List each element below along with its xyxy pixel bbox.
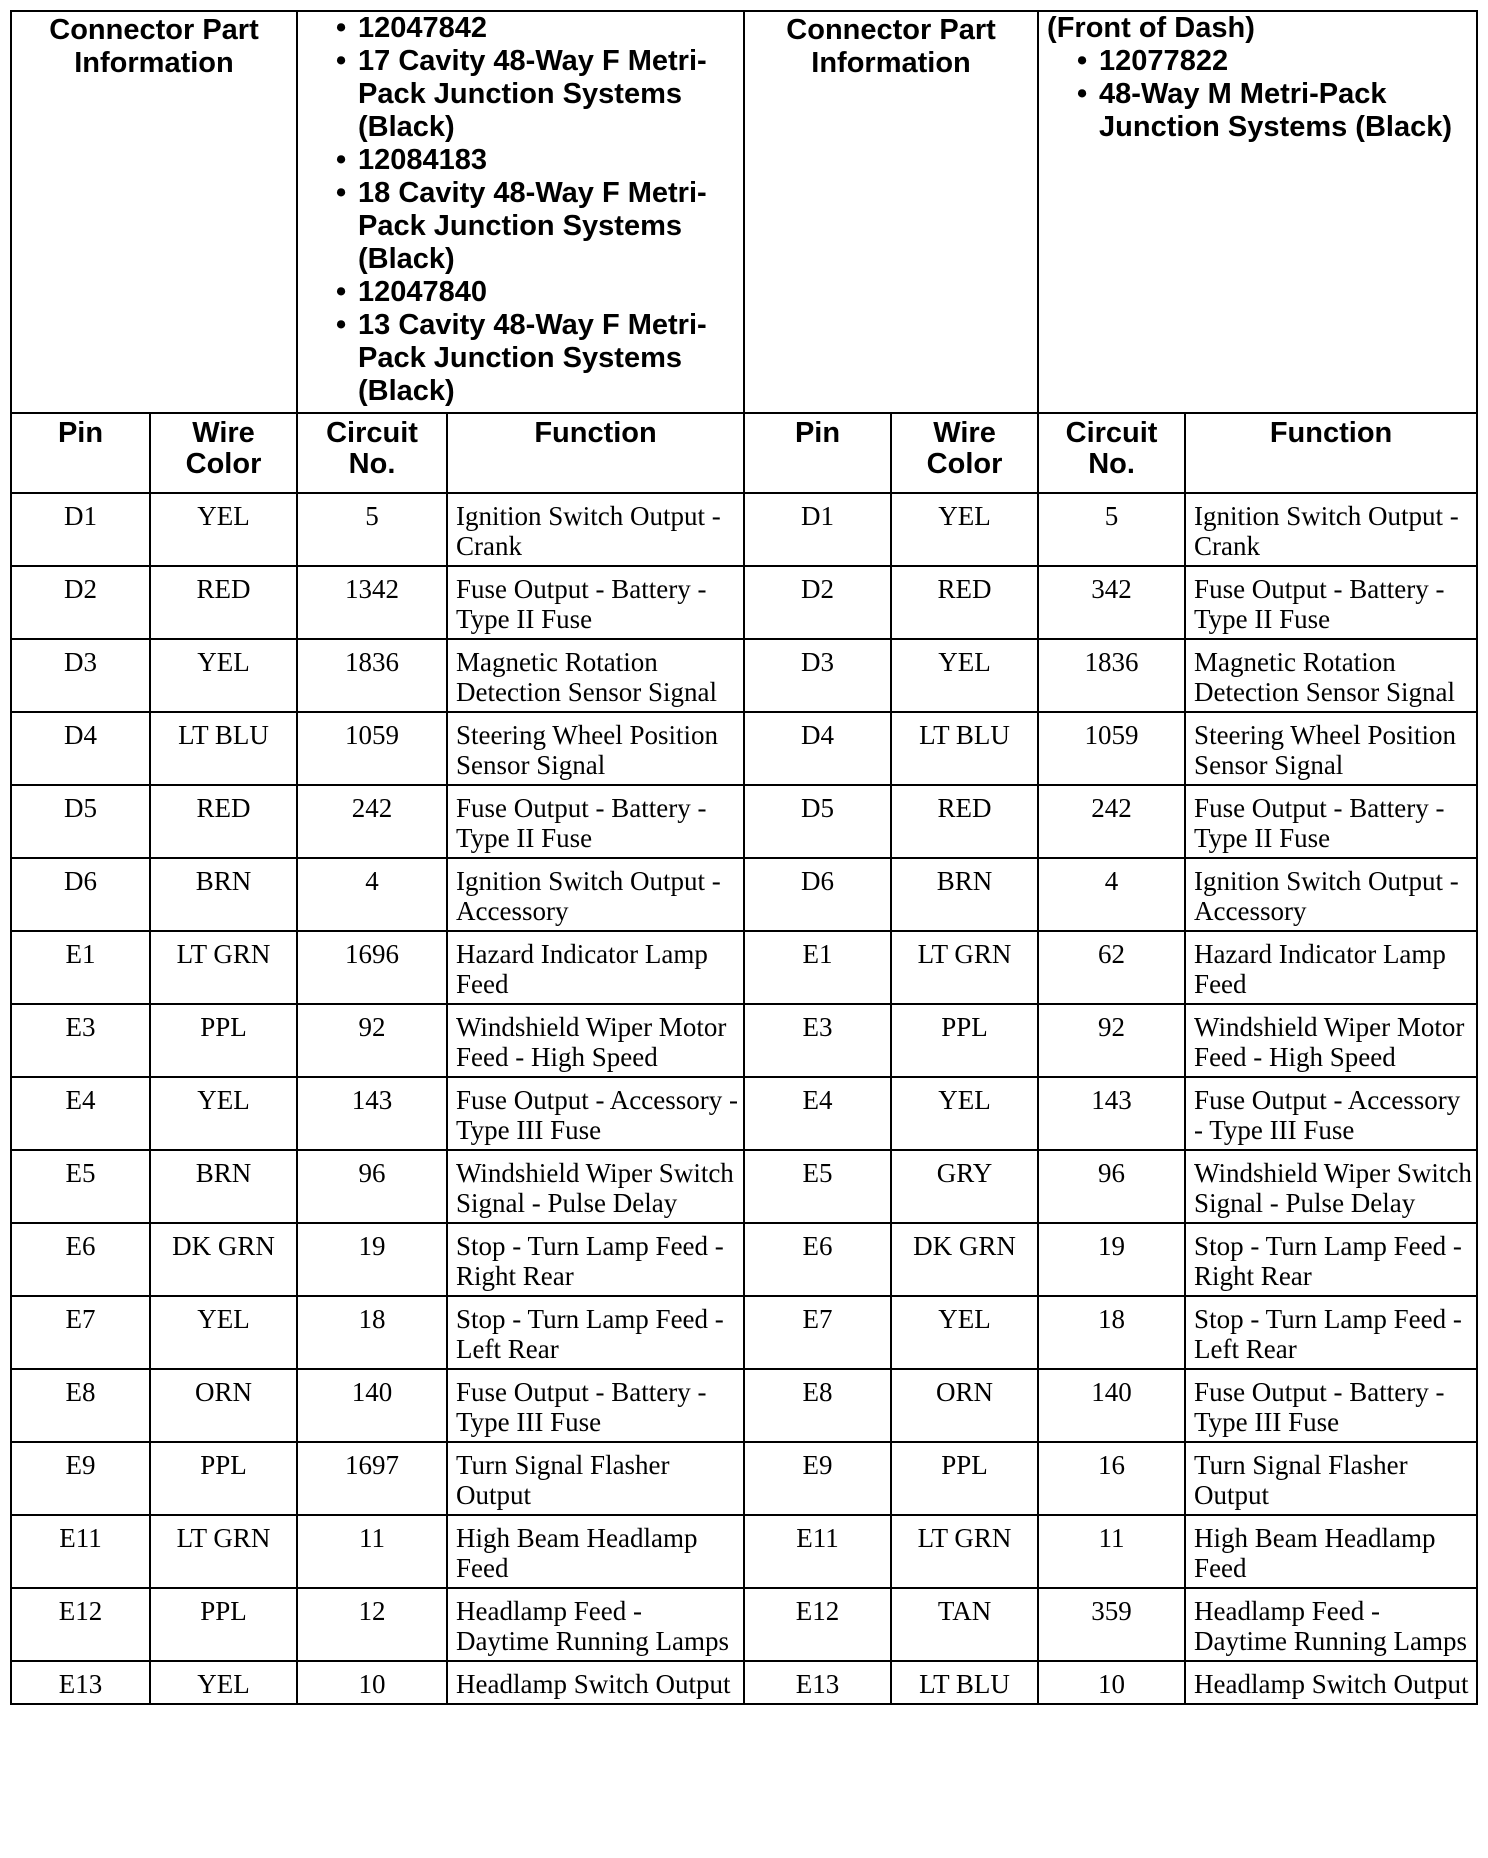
left-circuit-no-cell: 5 <box>297 493 447 566</box>
column-header-wire-line1: Wire <box>933 417 996 449</box>
left-part-item: • 13 Cavity 48-Way F Metri-Pack Junction Systems (Black) <box>336 309 735 408</box>
right-pin-cell: E8 <box>744 1369 891 1442</box>
left-wire-color-cell: YEL <box>150 493 297 566</box>
left-circuit-no-cell: 12 <box>297 1588 447 1661</box>
left-circuit-no-cell: 11 <box>297 1515 447 1588</box>
table-row <box>11 566 1477 639</box>
left-function-cell: High Beam Headlamp Feed <box>447 1515 744 1588</box>
left-wire-color-cell: ORN <box>150 1369 297 1442</box>
right-circuit-no-cell: 140 <box>1038 1369 1185 1442</box>
right-pin-cell: D3 <box>744 639 891 712</box>
right-wire-color-cell: BRN <box>891 858 1038 931</box>
table-row <box>11 785 1477 858</box>
right-wire-color-cell: LT BLU <box>891 1661 1038 1704</box>
right-pin-cell: D6 <box>744 858 891 931</box>
right-connector-label <box>744 11 1038 413</box>
left-connector-parts <box>297 11 744 413</box>
left-wire-color-cell: RED <box>150 785 297 858</box>
right-pin-cell: D4 <box>744 712 891 785</box>
left-function-cell: Stop - Turn Lamp Feed - Right Rear <box>447 1223 744 1296</box>
right-function-cell: Stop - Turn Lamp Feed - Left Rear <box>1185 1296 1477 1369</box>
left-pin-cell: E9 <box>11 1442 150 1515</box>
left-function-cell: Windshield Wiper Motor Feed - High Speed <box>447 1004 744 1077</box>
column-header-function: Function <box>1185 413 1477 493</box>
left-circuit-no-cell: 96 <box>297 1150 447 1223</box>
left-circuit-no-cell: 1342 <box>297 566 447 639</box>
left-circuit-no-cell: 143 <box>297 1077 447 1150</box>
left-wire-color-cell: PPL <box>150 1004 297 1077</box>
table-row <box>11 1296 1477 1369</box>
table-row <box>11 1004 1477 1077</box>
left-function-cell: Steering Wheel Position Sensor Signal <box>447 712 744 785</box>
table-row <box>11 1588 1477 1661</box>
right-circuit-no-cell: 5 <box>1038 493 1185 566</box>
right-wire-color-cell: PPL <box>891 1442 1038 1515</box>
right-wire-color-cell: LT GRN <box>891 1515 1038 1588</box>
left-circuit-no-cell: 4 <box>297 858 447 931</box>
column-header-circuit-line1: Circuit <box>1065 417 1158 449</box>
left-wire-color-cell: PPL <box>150 1588 297 1661</box>
right-connector-location: (Front of Dash) <box>1047 12 1255 44</box>
column-header-pin: Pin <box>744 413 891 493</box>
left-pin-cell: D2 <box>11 566 150 639</box>
column-header-wire-color <box>150 413 297 493</box>
left-function-cell: Turn Signal Flasher Output <box>447 1442 744 1515</box>
left-pin-cell: D4 <box>11 712 150 785</box>
left-pin-cell: E3 <box>11 1004 150 1077</box>
left-circuit-no-cell: 242 <box>297 785 447 858</box>
left-circuit-no-cell: 92 <box>297 1004 447 1077</box>
right-wire-color-cell: YEL <box>891 493 1038 566</box>
left-part-item: • 12047840 <box>336 276 735 309</box>
column-header-circuit-line1: Circuit <box>326 417 418 449</box>
left-circuit-no-cell: 1696 <box>297 931 447 1004</box>
right-function-cell: Ignition Switch Output - Crank <box>1185 493 1477 566</box>
right-wire-color-cell: GRY <box>891 1150 1038 1223</box>
right-function-cell: Stop - Turn Lamp Feed - Right Rear <box>1185 1223 1477 1296</box>
right-wire-color-cell: DK GRN <box>891 1223 1038 1296</box>
table-row <box>11 493 1477 566</box>
right-wire-color-cell: LT GRN <box>891 931 1038 1004</box>
right-circuit-no-cell: 10 <box>1038 1661 1185 1704</box>
right-function-cell: Fuse Output - Accessory - Type III Fuse <box>1185 1077 1477 1150</box>
left-wire-color-cell: LT BLU <box>150 712 297 785</box>
right-connector-label-line2: Information <box>811 47 971 79</box>
left-wire-color-cell: BRN <box>150 1150 297 1223</box>
right-function-cell: Windshield Wiper Switch Signal - Pulse Delay <box>1185 1150 1477 1223</box>
left-function-cell: Windshield Wiper Switch Signal - Pulse Delay <box>447 1150 744 1223</box>
right-function-cell: Hazard Indicator Lamp Feed <box>1185 931 1477 1004</box>
left-wire-color-cell: LT GRN <box>150 1515 297 1588</box>
left-connector-label-line1: Connector Part <box>49 14 259 46</box>
left-pin-cell: E6 <box>11 1223 150 1296</box>
right-pin-cell: D1 <box>744 493 891 566</box>
right-wire-color-cell: RED <box>891 566 1038 639</box>
right-function-cell: Fuse Output - Battery - Type II Fuse <box>1185 566 1477 639</box>
left-part-item: • 17 Cavity 48-Way F Metri-Pack Junction Systems (Black) <box>336 45 735 144</box>
right-wire-color-cell: YEL <box>891 639 1038 712</box>
left-pin-cell: E1 <box>11 931 150 1004</box>
table-row <box>11 1077 1477 1150</box>
right-pin-cell: D2 <box>744 566 891 639</box>
right-connector-label-line1: Connector Part <box>786 14 996 46</box>
right-pin-cell: E7 <box>744 1296 891 1369</box>
right-function-cell: Steering Wheel Position Sensor Signal <box>1185 712 1477 785</box>
column-header-circuit-line2: No. <box>1088 448 1135 480</box>
left-pin-cell: E11 <box>11 1515 150 1588</box>
left-wire-color-cell: DK GRN <box>150 1223 297 1296</box>
left-function-cell: Headlamp Switch Output <box>447 1661 744 1704</box>
left-part-item: • 12084183 <box>336 144 735 177</box>
left-circuit-no-cell: 1836 <box>297 639 447 712</box>
left-wire-color-cell: YEL <box>150 639 297 712</box>
right-wire-color-cell: PPL <box>891 1004 1038 1077</box>
left-part-item: • 12047842 <box>336 12 735 45</box>
column-header-circuit-line2: No. <box>348 448 396 480</box>
left-circuit-no-cell: 10 <box>297 1661 447 1704</box>
table-row <box>11 1442 1477 1515</box>
right-part-item: • 12077822 <box>1077 45 1470 78</box>
table-row <box>11 1369 1477 1442</box>
right-function-cell: Fuse Output - Battery - Type III Fuse <box>1185 1369 1477 1442</box>
table-row <box>11 1150 1477 1223</box>
left-wire-color-cell: PPL <box>150 1442 297 1515</box>
left-function-cell: Ignition Switch Output - Accessory <box>447 858 744 931</box>
left-pin-cell: E7 <box>11 1296 150 1369</box>
right-pin-cell: E5 <box>744 1150 891 1223</box>
right-pin-cell: E13 <box>744 1661 891 1704</box>
left-pin-cell: D6 <box>11 858 150 931</box>
right-circuit-no-cell: 92 <box>1038 1004 1185 1077</box>
right-circuit-no-cell: 62 <box>1038 931 1185 1004</box>
right-pin-cell: E9 <box>744 1442 891 1515</box>
left-function-cell: Magnetic Rotation Detection Sensor Signal <box>447 639 744 712</box>
left-wire-color-cell: RED <box>150 566 297 639</box>
right-function-cell: High Beam Headlamp Feed <box>1185 1515 1477 1588</box>
right-function-cell: Turn Signal Flasher Output <box>1185 1442 1477 1515</box>
left-pin-cell: E12 <box>11 1588 150 1661</box>
right-pin-cell: E3 <box>744 1004 891 1077</box>
right-circuit-no-cell: 242 <box>1038 785 1185 858</box>
column-header-wire-line1: Wire <box>192 417 255 449</box>
right-pin-cell: E1 <box>744 931 891 1004</box>
left-function-cell: Fuse Output - Battery - Type II Fuse <box>447 785 744 858</box>
right-circuit-no-cell: 96 <box>1038 1150 1185 1223</box>
column-header-circuit-no <box>1038 413 1185 493</box>
right-function-cell: Headlamp Feed - Daytime Running Lamps <box>1185 1588 1477 1661</box>
right-function-cell: Windshield Wiper Motor Feed - High Speed <box>1185 1004 1477 1077</box>
right-pin-cell: E4 <box>744 1077 891 1150</box>
right-part-item: • 48-Way M Metri-Pack Junction Systems (Black) <box>1077 78 1470 144</box>
right-wire-color-cell: ORN <box>891 1369 1038 1442</box>
left-circuit-no-cell: 19 <box>297 1223 447 1296</box>
left-pin-cell: E13 <box>11 1661 150 1704</box>
table-row <box>11 858 1477 931</box>
right-pin-cell: E11 <box>744 1515 891 1588</box>
table-row <box>11 639 1477 712</box>
column-header-wire-line2: Color <box>926 448 1003 480</box>
table-row <box>11 1515 1477 1588</box>
column-header-circuit-no <box>297 413 447 493</box>
column-header-wire-color <box>891 413 1038 493</box>
left-function-cell: Fuse Output - Battery - Type II Fuse <box>447 566 744 639</box>
left-pin-cell: E8 <box>11 1369 150 1442</box>
table-row <box>11 1661 1477 1704</box>
left-function-cell: Stop - Turn Lamp Feed - Left Rear <box>447 1296 744 1369</box>
left-connector-label <box>11 11 297 413</box>
right-wire-color-cell: TAN <box>891 1588 1038 1661</box>
left-pin-cell: D1 <box>11 493 150 566</box>
left-wire-color-cell: BRN <box>150 858 297 931</box>
right-function-cell: Ignition Switch Output - Accessory <box>1185 858 1477 931</box>
left-circuit-no-cell: 1697 <box>297 1442 447 1515</box>
right-circuit-no-cell: 359 <box>1038 1588 1185 1661</box>
right-circuit-no-cell: 11 <box>1038 1515 1185 1588</box>
left-function-cell: Headlamp Feed - Daytime Running Lamps <box>447 1588 744 1661</box>
left-wire-color-cell: LT GRN <box>150 931 297 1004</box>
right-function-cell: Headlamp Switch Output <box>1185 1661 1477 1704</box>
left-part-item: • 18 Cavity 48-Way F Metri-Pack Junction Systems (Black) <box>336 177 735 276</box>
left-circuit-no-cell: 1059 <box>297 712 447 785</box>
left-circuit-no-cell: 18 <box>297 1296 447 1369</box>
right-wire-color-cell: RED <box>891 785 1038 858</box>
left-connector-label-line2: Information <box>74 47 234 79</box>
right-connector-parts <box>1038 11 1477 413</box>
left-circuit-no-cell: 140 <box>297 1369 447 1442</box>
left-wire-color-cell: YEL <box>150 1296 297 1369</box>
right-pin-cell: E6 <box>744 1223 891 1296</box>
right-wire-color-cell: YEL <box>891 1077 1038 1150</box>
column-header-wire-line2: Color <box>185 448 262 480</box>
right-circuit-no-cell: 1059 <box>1038 712 1185 785</box>
left-pin-cell: E4 <box>11 1077 150 1150</box>
right-circuit-no-cell: 143 <box>1038 1077 1185 1150</box>
column-header-row <box>11 413 1477 493</box>
left-wire-color-cell: YEL <box>150 1661 297 1704</box>
column-header-pin: Pin <box>11 413 150 493</box>
right-circuit-no-cell: 18 <box>1038 1296 1185 1369</box>
table-row <box>11 931 1477 1004</box>
right-wire-color-cell: LT BLU <box>891 712 1038 785</box>
right-function-cell: Fuse Output - Battery - Type II Fuse <box>1185 785 1477 858</box>
right-circuit-no-cell: 16 <box>1038 1442 1185 1515</box>
right-pin-cell: E12 <box>744 1588 891 1661</box>
left-function-cell: Fuse Output - Accessory - Type III Fuse <box>447 1077 744 1150</box>
left-function-cell: Fuse Output - Battery - Type III Fuse <box>447 1369 744 1442</box>
table-row <box>11 1223 1477 1296</box>
left-wire-color-cell: YEL <box>150 1077 297 1150</box>
right-circuit-no-cell: 1836 <box>1038 639 1185 712</box>
left-function-cell: Ignition Switch Output - Crank <box>447 493 744 566</box>
table-row <box>11 712 1477 785</box>
right-pin-cell: D5 <box>744 785 891 858</box>
right-circuit-no-cell: 342 <box>1038 566 1185 639</box>
left-pin-cell: E5 <box>11 1150 150 1223</box>
column-header-function: Function <box>447 413 744 493</box>
right-function-cell: Magnetic Rotation Detection Sensor Signal <box>1185 639 1477 712</box>
right-circuit-no-cell: 4 <box>1038 858 1185 931</box>
connector-info-row <box>11 11 1477 413</box>
left-pin-cell: D5 <box>11 785 150 858</box>
right-wire-color-cell: YEL <box>891 1296 1038 1369</box>
right-circuit-no-cell: 19 <box>1038 1223 1185 1296</box>
left-pin-cell: D3 <box>11 639 150 712</box>
connector-pinout-table <box>10 10 1478 1705</box>
left-function-cell: Hazard Indicator Lamp Feed <box>447 931 744 1004</box>
